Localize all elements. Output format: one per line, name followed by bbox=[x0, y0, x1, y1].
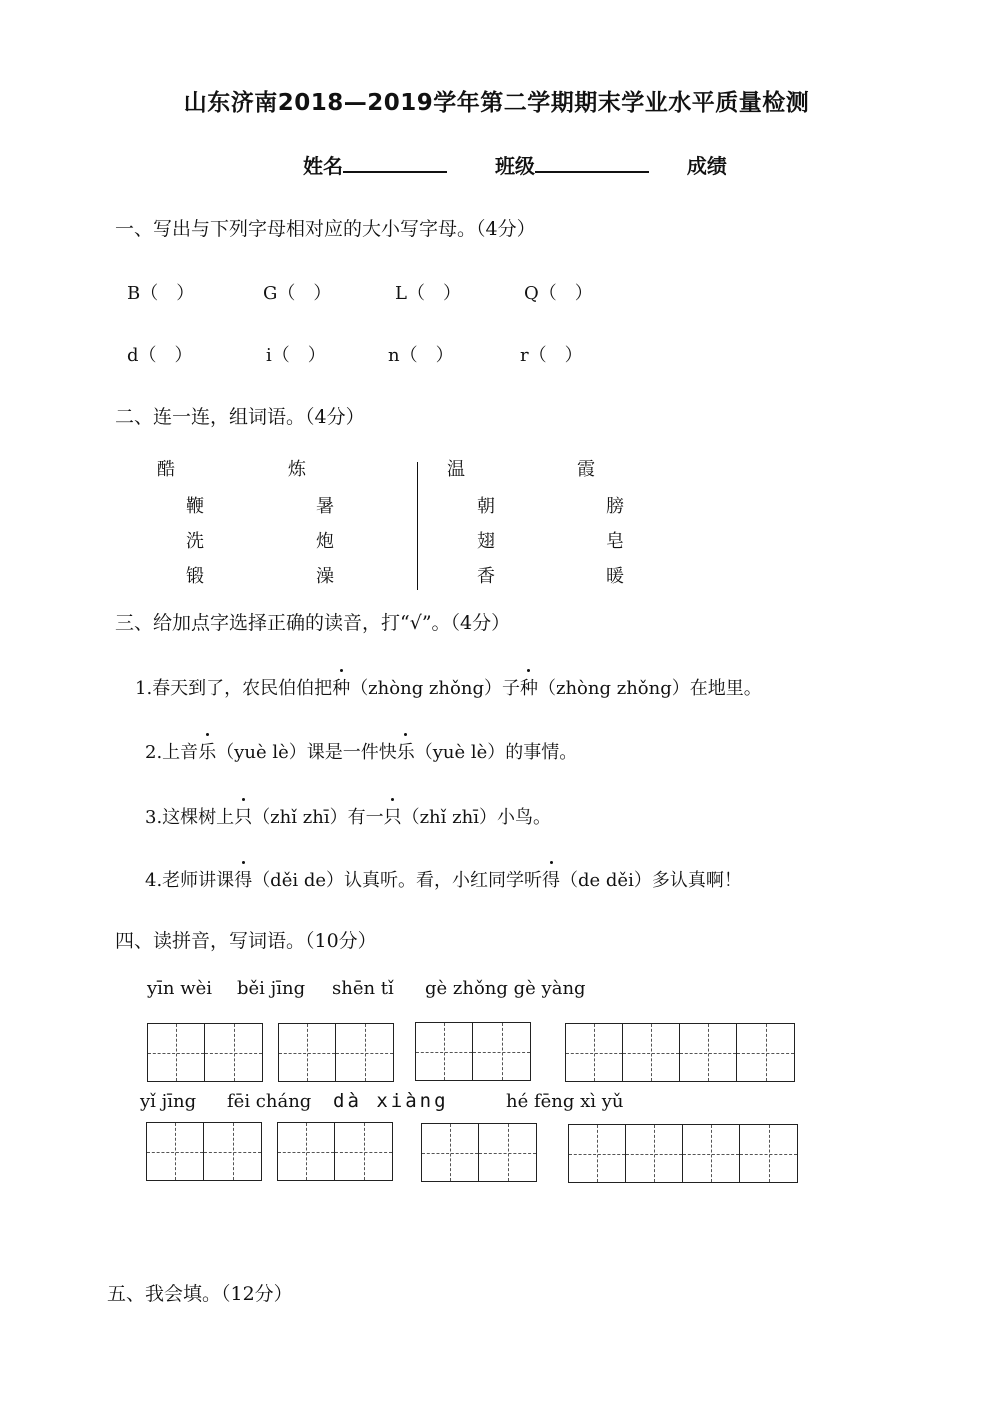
match-char: 皂 bbox=[606, 531, 624, 552]
letter-item: i（ ） bbox=[266, 345, 326, 366]
writing-grid[interactable] bbox=[277, 1122, 393, 1181]
match-char: 暖 bbox=[606, 566, 624, 587]
match-char: 澡 bbox=[316, 566, 334, 587]
match-char: 膀 bbox=[606, 496, 624, 517]
writing-grid[interactable] bbox=[565, 1023, 795, 1082]
match-char: 酷 bbox=[157, 459, 175, 480]
match-char: 炮 bbox=[316, 531, 334, 552]
pinyin-label: shēn tǐ bbox=[332, 978, 394, 999]
writing-grid[interactable] bbox=[146, 1122, 262, 1181]
pinyin-label: gè zhǒng gè yàng bbox=[425, 978, 586, 999]
section-2-heading: 二、连一连，组词语。（4分） bbox=[115, 406, 365, 428]
writing-grid[interactable] bbox=[278, 1023, 394, 1082]
letter-item: B（ ） bbox=[127, 283, 195, 304]
match-char: 香 bbox=[477, 566, 495, 587]
letter-item: G（ ） bbox=[263, 283, 332, 304]
match-char: 洗 bbox=[186, 531, 204, 552]
student-info bbox=[303, 150, 727, 179]
pinyin-label: hé fēng xì yǔ bbox=[506, 1091, 624, 1112]
question-3: 3.这棵树上只（zhǐ zhī）有一只（zhǐ zhī）小鸟。 bbox=[145, 803, 551, 829]
pinyin-label: yīn wèi bbox=[147, 978, 213, 999]
section-5-heading: 五、我会填。（12分） bbox=[107, 1283, 293, 1305]
pinyin-label: dà xiàng bbox=[333, 1090, 449, 1112]
writing-grid[interactable] bbox=[421, 1123, 537, 1182]
letter-item: r（ ） bbox=[520, 345, 583, 366]
letter-item: n（ ） bbox=[388, 345, 454, 366]
writing-grid[interactable] bbox=[147, 1023, 263, 1082]
match-char: 炼 bbox=[288, 459, 306, 480]
question-1: 1.春天到了，农民伯伯把种（zhòng zhǒng）子种（zhòng zhǒng）在地里。 bbox=[135, 674, 762, 700]
match-char: 锻 bbox=[186, 566, 204, 587]
pinyin-label: yǐ jīng bbox=[140, 1091, 197, 1112]
question-4: 4.老师讲课得（děi de）认真听。看，小红同学听得（de děi）多认真啊！ bbox=[145, 866, 742, 892]
section-4-heading: 四、读拼音，写词语。（10分） bbox=[115, 930, 377, 952]
divider-line bbox=[417, 462, 418, 590]
writing-grid[interactable] bbox=[415, 1022, 531, 1081]
score-label: 成绩 bbox=[686, 154, 727, 178]
letter-item: Q（ ） bbox=[524, 283, 593, 304]
writing-grid[interactable] bbox=[568, 1124, 798, 1183]
match-char: 鞭 bbox=[186, 496, 204, 517]
match-char: 翅 bbox=[477, 531, 495, 552]
match-char: 暑 bbox=[316, 496, 334, 517]
match-char: 温 bbox=[447, 459, 465, 480]
class-label: 班级 bbox=[494, 154, 535, 178]
pinyin-label: běi jīng bbox=[237, 978, 306, 999]
name-label: 姓名 bbox=[303, 154, 343, 178]
letter-item: L（ ） bbox=[395, 283, 461, 304]
match-char: 霞 bbox=[577, 459, 595, 480]
class-blank[interactable] bbox=[535, 153, 649, 173]
section-3-heading: 三、给加点字选择正确的读音，打“√”。（4分） bbox=[115, 612, 511, 634]
pinyin-label: fēi cháng bbox=[227, 1091, 312, 1112]
match-char: 朝 bbox=[477, 496, 495, 517]
question-2: 2.上音乐（yuè lè）课是一件快乐（yuè lè）的事情。 bbox=[145, 738, 577, 764]
page-title: 山东济南2018—2019学年第二学期期末学业水平质量检测 bbox=[183, 90, 810, 116]
section-1-heading: 一、写出与下列字母相对应的大小写字母。（4分） bbox=[115, 218, 536, 240]
name-blank[interactable] bbox=[343, 153, 447, 173]
letter-item: d（ ） bbox=[127, 345, 193, 366]
